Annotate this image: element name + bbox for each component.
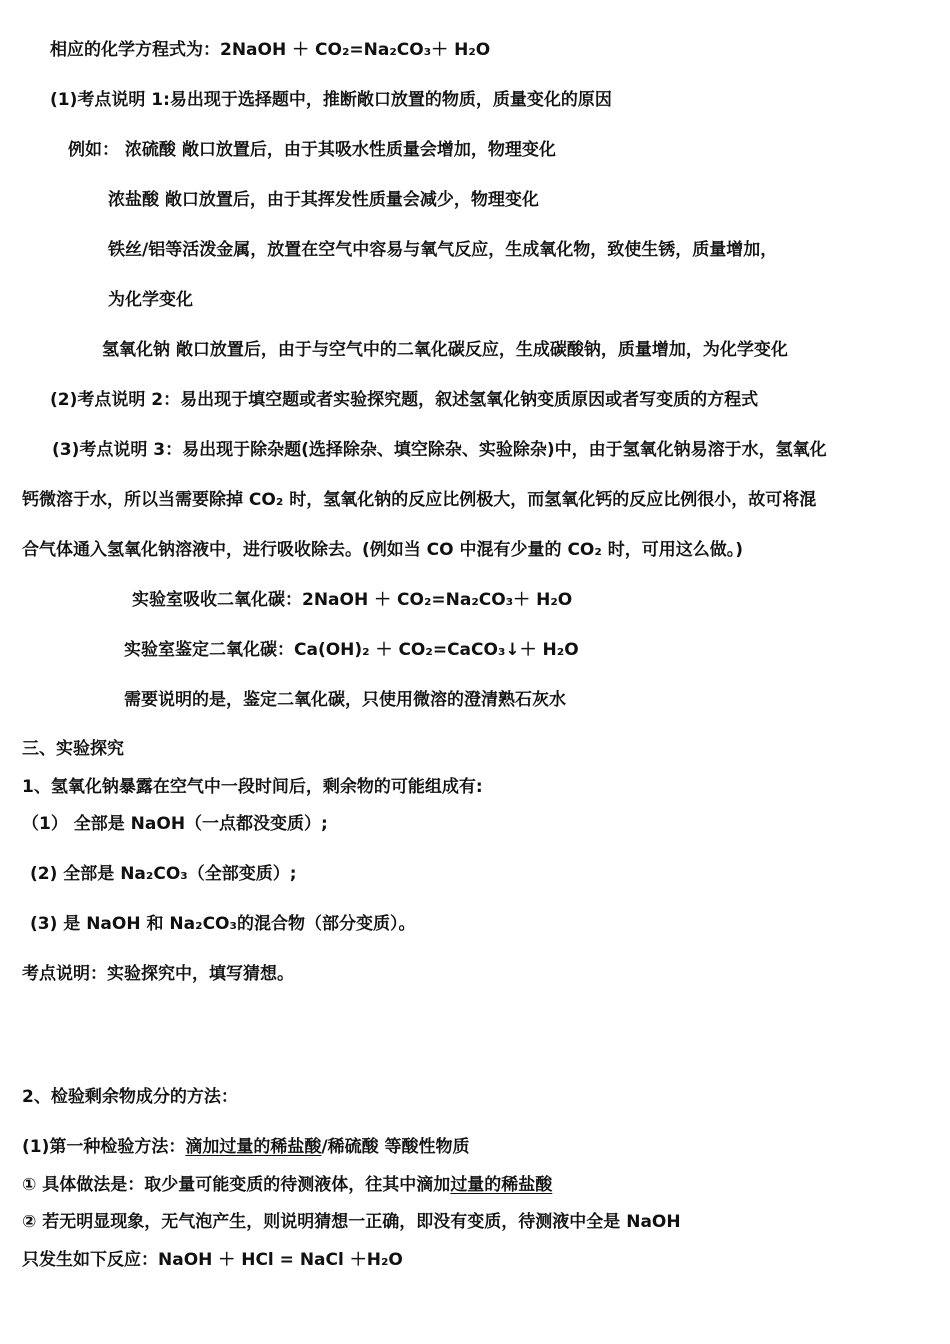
method-1-prefix: (1)第一种检验方法： <box>22 1137 186 1157</box>
method-1-underlined: 滴加过量的稀盐酸 <box>185 1137 322 1157</box>
example-sodium-hydroxide: 氢氧化钠 敞口放置后，由于与空气中的二氧化碳反应，生成碳酸钠，质量增加，为化学变化 <box>102 340 788 360</box>
reaction-equation: 只发生如下反应：NaOH ＋ HCl = NaCl ＋H₂O <box>22 1250 403 1270</box>
example-active-metals: 铁丝/铝等活泼金属，放置在空气中容易与氧气反应，生成氧化物，致使生锈，质量增加， <box>108 240 778 260</box>
exam-point-3-line-2: 钙微溶于水，所以当需要除掉 CO₂ 时，氢氧化钠的反应比例极大，而氢氧化钙的反应比例很小，故可将混 <box>22 490 817 510</box>
exam-point-guess: 考点说明：实验探究中，填写猜想。 <box>22 964 294 984</box>
method-1-suffix: /稀硫酸 等酸性物质 <box>321 1137 470 1157</box>
guess-1: （1） 全部是 NaOH（一点都没变质）; <box>22 814 328 834</box>
guess-2: (2) 全部是 Na₂CO₃（全部变质）; <box>30 864 297 884</box>
example-active-metals-cont: 为化学变化 <box>108 290 193 310</box>
equation-line-1: 相应的化学方程式为：2NaOH ＋ CO₂=Na₂CO₃＋ H₂O <box>50 40 491 60</box>
item-1-heading: 1、氢氧化钠暴露在空气中一段时间后，剩余物的可能组成有: <box>22 777 483 797</box>
step-1-prefix: ① 具体做法是：取少量可能变质的待测液体，往其中滴加 <box>22 1175 451 1195</box>
step-1-underlined: 过量的稀盐酸 <box>450 1175 553 1195</box>
identify-co2-note: 需要说明的是，鉴定二氧化碳，只使用微溶的澄清熟石灰水 <box>124 690 566 710</box>
guess-3: (3) 是 NaOH 和 Na₂CO₃的混合物（部分变质）。 <box>30 914 416 934</box>
lab-absorb-co2: 实验室吸收二氧化碳：2NaOH ＋ CO₂=Na₂CO₃＋ H₂O <box>132 590 573 610</box>
exam-point-3-line-3: 合气体通入氢氧化钠溶液中，进行吸收除去。(例如当 CO 中混有少量的 CO₂ 时，可用这么做。) <box>22 540 744 560</box>
exam-point-2: (2)考点说明 2：易出现于填空题或者实验探究题，叙述氢氧化钠变质原因或者写变质的方程式 <box>50 390 759 410</box>
exam-point-3-line-1: (3)考点说明 3：易出现于除杂题(选择除杂、填空除杂、实验除杂)中，由于氢氧化钠易溶于水，氢氧化 <box>52 440 827 460</box>
example-concentrated-hydrochloric-acid: 浓盐酸 敞口放置后，由于其挥发性质量会减少，物理变化 <box>108 190 539 210</box>
method-1-step-2: ② 若无明显现象，无气泡产生，则说明猜想一正确，即没有变质，待测液中全是 NaOH <box>22 1212 681 1232</box>
lab-identify-co2: 实验室鉴定二氧化碳：Ca(OH)₂ ＋ CO₂=CaCO₃↓＋ H₂O <box>124 640 579 660</box>
method-1-line <box>22 1135 470 1159</box>
section-heading-3: 三、实验探究 <box>22 739 124 759</box>
example-concentrated-sulfuric-acid: 例如： 浓硫酸 敞口放置后，由于其吸水性质量会增加，物理变化 <box>68 140 556 160</box>
exam-point-1: (1)考点说明 1:易出现于选择题中，推断敞口放置的物质，质量变化的原因 <box>50 90 612 110</box>
method-1-step-1 <box>22 1173 552 1197</box>
item-2-heading: 2、检验剩余物成分的方法： <box>22 1087 238 1107</box>
